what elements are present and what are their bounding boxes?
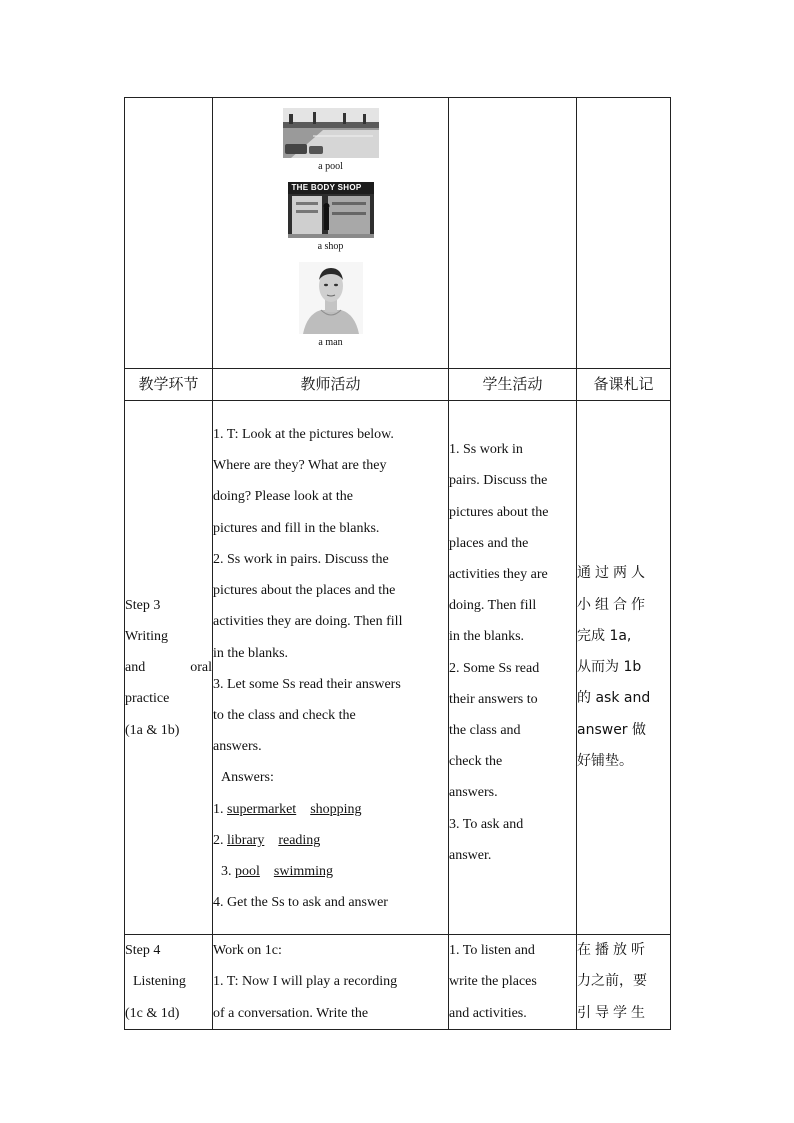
answers-label: Answers:	[221, 770, 274, 786]
student-line: in the blanks.	[449, 629, 525, 645]
teacher-line: activities they are doing. Then fill	[213, 614, 403, 630]
student-line: 1. Ss work in	[449, 442, 523, 458]
teacher-line: 1. T: Now I will play a recording	[213, 974, 398, 990]
step3-notes-cell	[577, 401, 671, 935]
step3-teacher-cell	[213, 401, 449, 935]
student-line: 3. To ask and	[449, 816, 524, 832]
stage-line: practice	[125, 691, 170, 707]
answer-line: 1. supermarket shopping	[213, 801, 362, 817]
note-line: 引导学生	[577, 1004, 649, 1021]
answer-place: library	[227, 832, 265, 848]
man-icon	[299, 262, 363, 334]
note-line: answer 做	[577, 721, 647, 738]
student-line: pairs. Discuss the	[449, 473, 548, 489]
header-prep-notes: 备课札记	[577, 369, 671, 401]
shop-sign: THE BODY SHOP	[291, 183, 362, 192]
note-line: 在播放听	[577, 942, 649, 959]
answer-line: 2. library reading	[213, 832, 321, 848]
teacher-line: answers.	[213, 739, 262, 755]
step4-teacher-cell	[213, 935, 449, 1030]
stage-line: (1a & 1b)	[125, 722, 180, 738]
student-line: and activities.	[449, 1005, 527, 1021]
step4-stage-cell	[125, 935, 213, 1030]
step3-stage-cell	[125, 401, 213, 935]
note-line: 好铺垫。	[577, 752, 633, 769]
answer-activity: swimming	[273, 863, 334, 879]
student-line: write the places	[449, 974, 537, 990]
pictures-cell	[213, 98, 449, 369]
empty-cell	[125, 98, 213, 369]
stage-line: Listening	[133, 974, 186, 990]
answer-place: pool	[235, 863, 260, 879]
header-teacher-activity: 教师活动	[213, 369, 449, 401]
stage-line: Step 4	[125, 943, 161, 959]
pictures-row	[125, 98, 671, 369]
teacher-line: 3. Let some Ss read their answers	[213, 676, 401, 692]
student-line: activities they are	[449, 567, 548, 583]
header-row	[125, 369, 671, 401]
man-photo	[299, 262, 363, 334]
step4-notes-cell	[577, 935, 671, 1030]
stage-line: Step 3	[125, 597, 161, 613]
student-line: their answers to	[449, 691, 538, 707]
step3-student-cell	[449, 401, 577, 935]
teacher-line: Where are they? What are they	[213, 458, 387, 474]
header-student-activity: 学生活动	[449, 369, 577, 401]
teacher-line: 4. Get the Ss to ask and answer	[213, 895, 388, 911]
teacher-line: 2. Ss work in pairs. Discuss the	[213, 551, 389, 567]
note-line: 的 ask and	[577, 690, 651, 707]
student-line: the class and	[449, 723, 521, 739]
student-line: answers.	[449, 785, 498, 801]
stage-line: (1c & 1d)	[125, 1005, 180, 1021]
step3-row	[125, 401, 671, 935]
teacher-line: doing? Please look at the	[213, 489, 353, 505]
note-line: 力之前，要	[577, 973, 647, 990]
lesson-plan-table	[124, 97, 671, 1030]
teacher-line: 1. T: Look at the pictures below.	[213, 427, 394, 443]
pool-caption: a pool	[318, 161, 343, 172]
student-line: doing. Then fill	[449, 598, 537, 614]
note-line: 小组合作	[577, 596, 649, 613]
note-line: 完成 1a,	[577, 627, 632, 644]
step4-row	[125, 935, 671, 1030]
note-line: 从而为 1b	[577, 659, 642, 676]
pool-photo	[283, 108, 379, 158]
stage-line: and oral	[125, 660, 212, 676]
empty-cell	[577, 98, 671, 369]
answer-line: 3. pool swimming	[221, 863, 334, 879]
answer-activity: reading	[278, 832, 321, 848]
man-caption: a man	[318, 337, 343, 348]
student-line: check the	[449, 754, 503, 770]
student-line: pictures about the	[449, 504, 549, 520]
header-teaching-stage: 教学环节	[125, 369, 213, 401]
shop-caption: a shop	[317, 241, 344, 252]
teacher-line: of a conversation. Write the	[213, 1005, 369, 1021]
note-line: 通过两人	[577, 565, 649, 582]
teacher-line: pictures and fill in the blanks.	[213, 520, 380, 536]
student-line: places and the	[449, 535, 529, 551]
step4-student-cell	[449, 935, 577, 1030]
shop-photo	[288, 182, 374, 238]
teacher-line: in the blanks.	[213, 645, 289, 661]
student-line: answer.	[449, 847, 492, 863]
teacher-line: Work on 1c:	[213, 943, 282, 959]
teacher-line: pictures about the places and the	[213, 583, 396, 599]
empty-cell	[449, 98, 577, 369]
answer-place: supermarket	[227, 801, 297, 817]
student-line: 1. To listen and	[449, 943, 535, 959]
stage-line: Writing	[125, 628, 168, 644]
answer-activity: shopping	[310, 801, 362, 817]
pool-icon	[283, 108, 379, 158]
teacher-line: to the class and check the	[213, 707, 356, 723]
student-line: 2. Some Ss read	[449, 660, 540, 676]
